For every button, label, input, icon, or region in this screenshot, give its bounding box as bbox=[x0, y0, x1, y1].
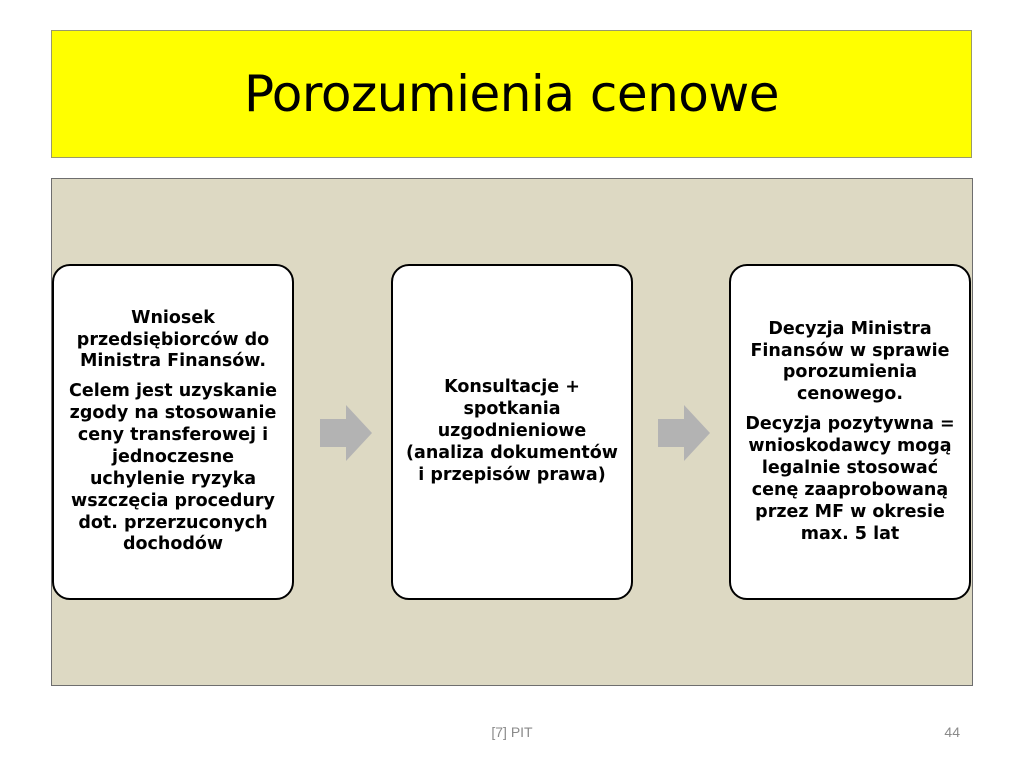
step-3-heading: Decyzja Ministra Finansów w sprawie porozumienia cenowego. bbox=[750, 318, 950, 405]
right-arrow-icon bbox=[320, 405, 372, 461]
step-3-box bbox=[729, 264, 971, 600]
step-2-box bbox=[391, 264, 633, 600]
title-banner bbox=[51, 30, 972, 158]
step-3-description: Decyzja pozytywna = wnioskodawcy mogą legalnie stosować cenę zaaprobowaną przez MF w okresie max. 5 lat bbox=[745, 414, 955, 544]
process-diagram bbox=[51, 178, 973, 686]
step-1-box bbox=[52, 264, 294, 600]
slide-title: Porozumienia cenowe bbox=[243, 65, 780, 123]
step-1-description: Celem jest uzyskanie zgody na stosowanie ceny transferowej i jednoczesne uchylenie ryzyka wszczęcia procedury dot. przerzuconych dochodów bbox=[69, 381, 277, 555]
right-arrow-icon bbox=[658, 405, 710, 461]
footer-source: [7] PIT bbox=[491, 724, 533, 740]
page-number: 44 bbox=[944, 724, 960, 740]
step-1-heading: Wniosek przedsiębiorców do Ministra Finansów. bbox=[76, 307, 270, 372]
step-2-heading: Konsultacje + spotkania uzgodnieniowe (analiza dokumentów i przepisów prawa) bbox=[406, 377, 618, 485]
